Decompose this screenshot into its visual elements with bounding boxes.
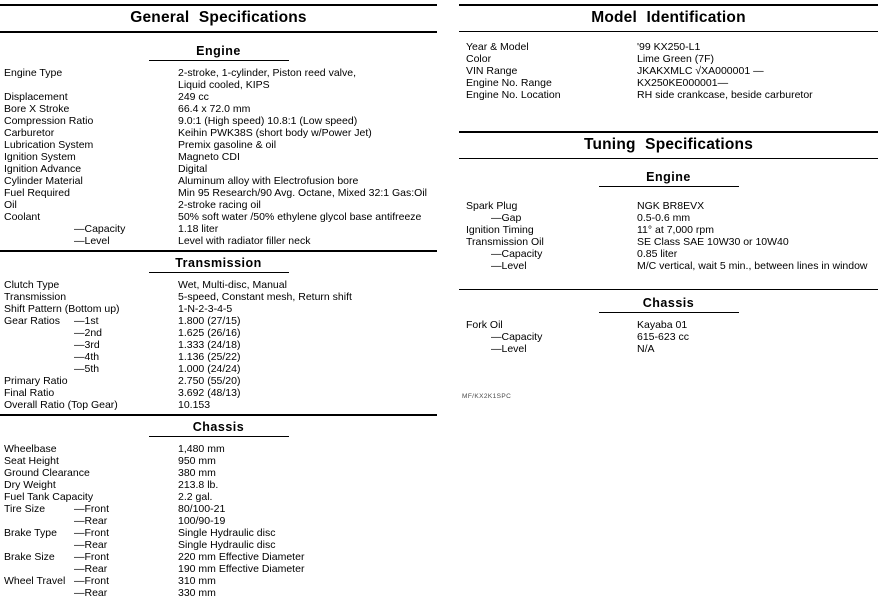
spec-label: Clutch Type <box>4 279 60 291</box>
spec-sublabel: —5th <box>74 363 100 375</box>
spec-sublabel: —Capacity <box>491 331 543 343</box>
spec-sublabel <box>491 53 637 65</box>
general-specifications-column <box>0 4 437 599</box>
spec-label: Engine No. Range <box>466 77 552 89</box>
spec-row <box>0 515 437 527</box>
panel-title-band <box>0 4 437 33</box>
section-heading <box>0 42 437 61</box>
spec-label: Overall Ratio (Top Gear) <box>4 399 118 411</box>
spec-row <box>459 212 878 224</box>
spec-label: Oil <box>4 199 17 211</box>
spec-sublabel: —Level <box>74 235 110 247</box>
spec-row <box>459 248 878 260</box>
spec-value: 2.750 (55/20) <box>178 375 241 387</box>
spec-sublabel <box>74 91 178 103</box>
spec-value: 9.0:1 (High speed) 10.8:1 (Low speed) <box>178 115 358 127</box>
spec-row <box>0 115 437 127</box>
spec-row <box>459 77 878 89</box>
spec-value: Single Hydraulic disc <box>178 527 276 539</box>
spec-row <box>459 331 878 343</box>
spec-value: 1.800 (27/15) <box>178 315 241 327</box>
spec-sublabel: —Capacity <box>491 248 543 260</box>
spec-label <box>466 248 491 260</box>
spec-value: Keihin PWK38S (short body w/Power Jet) <box>178 127 372 139</box>
spec-sublabel <box>74 103 178 115</box>
panel-general-specifications <box>0 4 437 599</box>
spec-label <box>4 339 74 351</box>
spec-row <box>0 223 437 235</box>
spec-row <box>0 79 437 91</box>
spec-sublabel: —2nd <box>74 327 103 339</box>
spec-rows <box>459 41 878 101</box>
spec-row <box>0 491 437 503</box>
spec-label: Cylinder Material <box>4 175 83 187</box>
spec-sublabel <box>74 211 178 223</box>
spec-sublabel: —Rear <box>74 515 108 527</box>
spec-value: Liquid cooled, KIPS <box>178 79 270 91</box>
spec-value: 1-N-2-3-4-5 <box>178 303 233 315</box>
spec-row <box>0 527 437 539</box>
spec-label: Wheel Travel <box>4 575 66 587</box>
spec-row <box>0 551 437 563</box>
section-heading <box>0 254 437 273</box>
spec-value: 950 mm <box>178 455 216 467</box>
spec-value: Premix gasoline & oil <box>178 139 277 151</box>
spec-sublabel <box>491 200 637 212</box>
section-heading-text: Chassis <box>599 296 739 313</box>
spec-sublabel: —Front <box>74 503 110 515</box>
section-heading <box>459 294 878 313</box>
spec-sublabel <box>491 89 637 101</box>
spec-label: Carburetor <box>4 127 55 139</box>
spec-sublabel <box>491 77 637 89</box>
spec-row <box>0 443 437 455</box>
spec-sublabel: —Front <box>74 527 110 539</box>
spec-sublabel <box>74 479 178 491</box>
spec-value: '99 KX250-L1 <box>637 41 701 53</box>
spec-row <box>0 103 437 115</box>
spec-row <box>0 291 437 303</box>
spec-row <box>459 260 878 272</box>
spec-sublabel: —Rear <box>74 563 108 575</box>
spec-row <box>0 279 437 291</box>
spec-label: Wheelbase <box>4 443 57 455</box>
spec-label: Seat Height <box>4 455 59 467</box>
spec-row <box>0 199 437 211</box>
spec-label: Ignition Advance <box>4 163 82 175</box>
spec-row <box>0 339 437 351</box>
spec-sublabel <box>74 467 178 479</box>
section-chassis <box>459 289 878 355</box>
spec-label: VIN Range <box>466 65 518 77</box>
spec-label: Shift Pattern (Bottom up) <box>4 303 120 315</box>
spec-value: Min 95 Research/90 Avg. Octane, Mixed 32:1 Gas:Oil <box>178 187 428 199</box>
spec-value: KX250KE000001— <box>637 77 729 89</box>
spec-label <box>4 223 74 235</box>
spec-row <box>0 235 437 247</box>
document-code: MF/KX2K1SPC <box>462 393 512 400</box>
spec-sublabel <box>74 67 178 79</box>
section-engine <box>0 42 437 247</box>
spec-value: 3.692 (48/13) <box>178 387 241 399</box>
spec-value: 190 mm Effective Diameter <box>178 563 305 575</box>
spec-sublabel <box>74 303 178 315</box>
spec-sublabel: —3rd <box>74 339 100 351</box>
spec-rows <box>459 200 878 272</box>
spec-sublabel <box>74 127 178 139</box>
spec-value: 615-623 cc <box>637 331 689 343</box>
spec-sublabel <box>74 455 178 467</box>
section-heading <box>459 168 878 187</box>
section-heading-text: Engine <box>599 170 739 187</box>
section-heading <box>0 418 437 437</box>
spec-sublabel: —Level <box>491 260 527 272</box>
spec-sublabel <box>74 291 178 303</box>
right-panels <box>459 4 878 355</box>
panel-title: Model Identification <box>591 9 746 26</box>
spec-sublabel <box>74 387 178 399</box>
spec-label <box>4 515 74 527</box>
panel-model-identification <box>459 4 878 101</box>
spec-value: Single Hydraulic disc <box>178 539 276 551</box>
spec-label: Fuel Required <box>4 187 70 199</box>
spec-value: 1.18 liter <box>178 223 219 235</box>
spec-value: Magneto CDI <box>178 151 240 163</box>
spec-row <box>0 503 437 515</box>
spec-label <box>4 539 74 551</box>
spec-sublabel <box>74 375 178 387</box>
spec-sublabel: —Rear <box>74 539 108 551</box>
spec-label: Engine No. Location <box>466 89 561 101</box>
spec-row <box>0 375 437 387</box>
spec-value: 0.5-0.6 mm <box>637 212 691 224</box>
spec-row <box>0 139 437 151</box>
spec-label <box>4 327 74 339</box>
spec-row <box>0 91 437 103</box>
spec-row <box>0 351 437 363</box>
spec-sublabel <box>74 399 178 411</box>
spec-row <box>0 67 437 79</box>
spec-row <box>0 315 437 327</box>
spec-value: M/C vertical, wait 5 min., between lines in window <box>637 260 868 272</box>
spec-sublabel <box>74 443 178 455</box>
spec-sublabel: —1st <box>74 315 99 327</box>
spec-label: Spark Plug <box>466 200 518 212</box>
spec-value: 1.136 (25/22) <box>178 351 241 363</box>
spec-sublabel: —Front <box>74 551 110 563</box>
spec-rows <box>0 279 437 411</box>
section-engine <box>459 168 878 272</box>
spec-value: 380 mm <box>178 467 216 479</box>
section-heading-text: Engine <box>149 44 289 61</box>
spec-value: Wet, Multi-disc, Manual <box>178 279 287 291</box>
spec-sublabel <box>74 175 178 187</box>
spec-sublabel <box>74 199 178 211</box>
spec-label: Engine Type <box>4 67 63 79</box>
spec-sublabel: —Capacity <box>74 223 126 235</box>
spec-label <box>4 79 74 91</box>
spec-row <box>459 65 878 77</box>
spec-label: Tire Size <box>4 503 46 515</box>
spec-value: 330 mm <box>178 587 216 599</box>
spec-row <box>0 575 437 587</box>
spec-label: Fork Oil <box>466 319 503 331</box>
spec-value: Digital <box>178 163 208 175</box>
spec-value: 2-stroke racing oil <box>178 199 261 211</box>
spec-row <box>459 319 878 331</box>
spec-label <box>4 235 74 247</box>
spec-value: 1,480 mm <box>178 443 225 455</box>
spec-row <box>0 163 437 175</box>
spec-value: RH side crankcase, beside carburetor <box>637 89 813 101</box>
spec-value: 249 cc <box>178 91 209 103</box>
spec-sublabel <box>74 187 178 199</box>
spec-label <box>466 343 491 355</box>
spec-value: 1.000 (24/24) <box>178 363 241 375</box>
spec-label: Ignition Timing <box>466 224 534 236</box>
spec-row <box>0 539 437 551</box>
spec-sublabel <box>491 236 637 248</box>
spec-label: Displacement <box>4 91 68 103</box>
spec-value: 5-speed, Constant mesh, Return shift <box>178 291 352 303</box>
spec-sublabel <box>74 163 178 175</box>
spec-label: Transmission <box>4 291 67 303</box>
spec-row <box>459 224 878 236</box>
spec-label: Gear Ratios <box>4 315 61 327</box>
spec-row <box>0 479 437 491</box>
spec-value: Lime Green (7F) <box>637 53 715 65</box>
spec-row <box>459 200 878 212</box>
spec-value: Level with radiator filler neck <box>178 235 311 247</box>
spec-row <box>0 587 437 599</box>
spec-row <box>0 327 437 339</box>
spec-label: Ground Clearance <box>4 467 90 479</box>
spec-row <box>459 343 878 355</box>
spec-label: Bore X Stroke <box>4 103 70 115</box>
spec-sublabel <box>491 319 637 331</box>
panel-title: General Specifications <box>130 9 307 26</box>
spec-value: Aluminum alloy with Electrofusion bore <box>178 175 359 187</box>
spec-label <box>466 331 491 343</box>
spec-row <box>0 467 437 479</box>
spec-label <box>4 363 74 375</box>
spec-value: 2-stroke, 1-cylinder, Piston reed valve, <box>178 67 356 79</box>
spec-label: Brake Type <box>4 527 57 539</box>
spec-sublabel: —Rear <box>74 587 108 599</box>
section-chassis <box>0 414 437 599</box>
spec-row <box>0 303 437 315</box>
spec-sublabel: —Gap <box>491 212 522 224</box>
spec-value: N/A <box>637 343 655 355</box>
spec-row <box>0 211 437 223</box>
spec-label: Brake Size <box>4 551 55 563</box>
spec-label: Dry Weight <box>4 479 56 491</box>
spec-sublabel <box>491 224 637 236</box>
spec-value: JKAKXMLC √XA000001 — <box>637 65 764 77</box>
spec-value: Kayaba 01 <box>637 319 688 331</box>
spec-row <box>459 41 878 53</box>
spec-sublabel <box>74 139 178 151</box>
spec-row <box>0 127 437 139</box>
spec-row <box>459 89 878 101</box>
spec-value: 80/100-21 <box>178 503 226 515</box>
spec-value: 1.333 (24/18) <box>178 339 241 351</box>
spec-label <box>466 260 491 272</box>
spec-value: 310 mm <box>178 575 216 587</box>
spec-rows <box>459 319 878 355</box>
spec-label: Transmission Oil <box>466 236 544 248</box>
section-rows <box>459 41 878 101</box>
spec-value: 100/90-19 <box>178 515 226 527</box>
spec-value: 213.8 lb. <box>178 479 219 491</box>
spec-value: 66.4 x 72.0 mm <box>178 103 251 115</box>
spec-value: 220 mm Effective Diameter <box>178 551 305 563</box>
spec-sublabel <box>74 491 178 503</box>
spec-label <box>4 351 74 363</box>
spec-label <box>466 212 491 224</box>
spec-label: Ignition System <box>4 151 76 163</box>
spec-row <box>0 387 437 399</box>
spec-row <box>0 175 437 187</box>
spec-sublabel <box>74 79 178 91</box>
spec-rows <box>0 443 437 599</box>
spec-label: Color <box>466 53 492 65</box>
spec-value: NGK BR8EVX <box>637 200 705 212</box>
section-transmission <box>0 250 437 411</box>
spec-value: 50% soft water /50% ethylene glycol base antifreeze <box>178 211 422 223</box>
spec-label: Fuel Tank Capacity <box>4 491 94 503</box>
spec-row <box>0 399 437 411</box>
spec-sublabel <box>74 151 178 163</box>
spec-row <box>0 455 437 467</box>
spec-label: Primary Ratio <box>4 375 68 387</box>
panel-tuning-specifications <box>459 131 878 355</box>
spec-label: Final Ratio <box>4 387 55 399</box>
spec-sublabel <box>491 65 637 77</box>
spec-row <box>459 53 878 65</box>
spec-value: 1.625 (26/16) <box>178 327 241 339</box>
spec-label: Compression Ratio <box>4 115 94 127</box>
spec-row <box>459 236 878 248</box>
spec-rows <box>0 67 437 247</box>
spec-sublabel: —4th <box>74 351 100 363</box>
spec-label: Lubrication System <box>4 139 94 151</box>
spec-label <box>4 563 74 575</box>
spec-value: 10.153 <box>178 399 211 411</box>
spec-value: 11° at 7,000 rpm <box>637 224 714 236</box>
panel-title-band <box>459 4 878 32</box>
spec-row <box>0 151 437 163</box>
spec-value: SE Class SAE 10W30 or 10W40 <box>637 236 789 248</box>
section-heading-text: Transmission <box>149 256 289 273</box>
section-heading-text: Chassis <box>149 420 289 437</box>
panel-title-band <box>459 131 878 159</box>
spec-row <box>0 187 437 199</box>
identification-tuning-column <box>459 4 878 599</box>
spec-row <box>0 363 437 375</box>
spec-sublabel <box>74 115 178 127</box>
spec-label: Year & Model <box>466 41 529 53</box>
spec-sublabel <box>74 279 178 291</box>
spec-label: Coolant <box>4 211 41 223</box>
spec-label <box>4 587 74 599</box>
spec-value: 0.85 liter <box>637 248 678 260</box>
panel-title: Tuning Specifications <box>583 136 754 153</box>
spec-sublabel: —Front <box>74 575 110 587</box>
spec-value: 2.2 gal. <box>178 491 213 503</box>
spec-sublabel: —Level <box>491 343 527 355</box>
spec-row <box>0 563 437 575</box>
spec-sublabel <box>491 41 637 53</box>
